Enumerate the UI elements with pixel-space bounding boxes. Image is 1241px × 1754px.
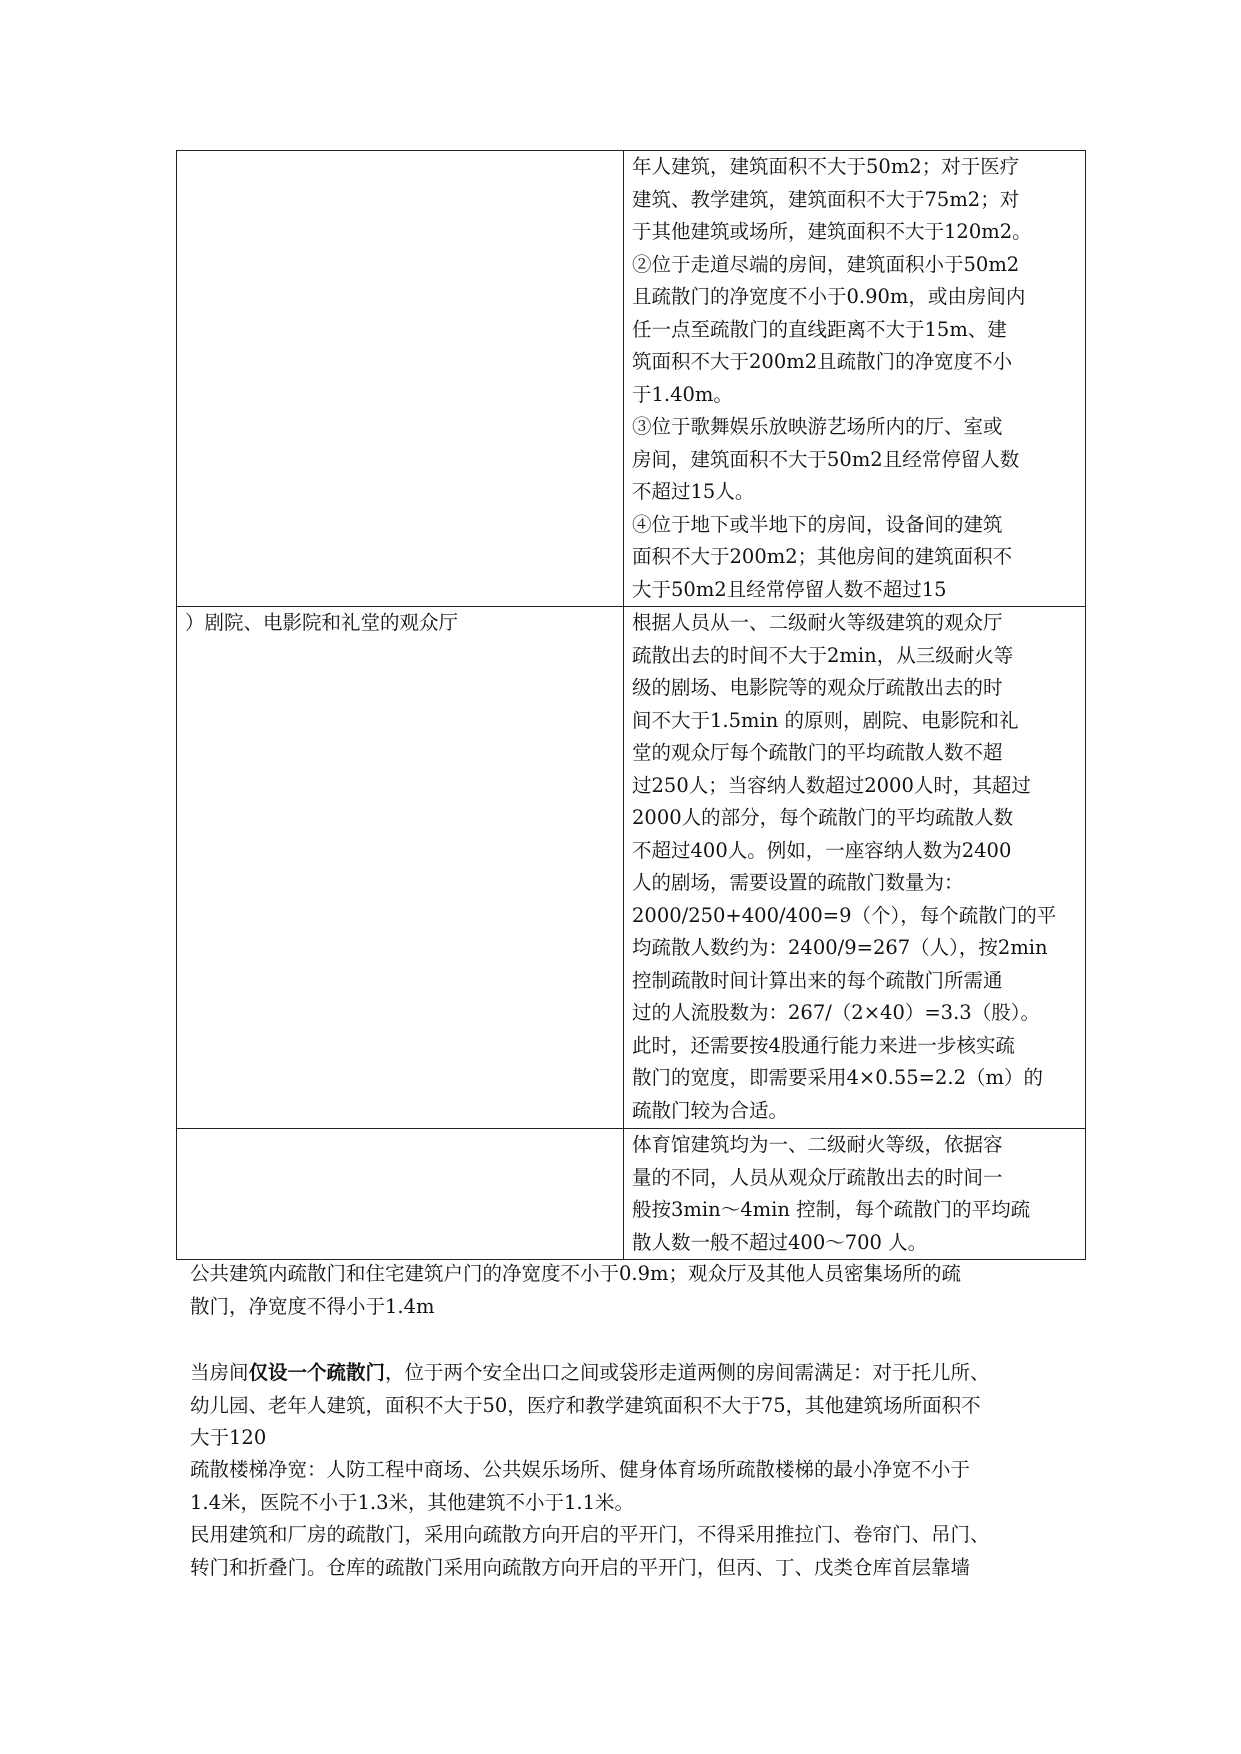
requirement-line: 于1.40m。 [632,382,733,406]
table-row [177,607,1086,1129]
paragraph-line [190,1357,1070,1390]
table-cell-requirement [624,151,1086,607]
requirement-line: 2000人的部分，每个疏散门的平均疏散人数 [632,806,1014,829]
requirement-line: 过250人；当容纳人数超过2000人时，其超过 [632,773,1031,797]
requirement-line: 过的人流股数为：267/（2×40）=3.3（股）。 [632,1001,1040,1024]
requirement-line: 房间，建筑面积不大于50m2且经常停留人数 [632,447,1020,471]
requirement-line: 建筑、教学建筑，建筑面积不大于75m2；对 [632,187,1020,211]
table-cell-category [177,1129,624,1260]
requirement-line: 于其他建筑或场所，建筑面积不大于120m2。 [632,220,1032,243]
paragraph-line: 公共建筑内疏散门和住宅建筑户门的净宽度不小于0.9m；观众厅及其他人员密集场所的疏 [190,1262,962,1285]
paragraph-text: 当房间 [190,1361,249,1384]
requirement-line: 级的剧场、电影院等的观众厅疏散出去的时 [632,676,1003,699]
table-cell-requirement [624,1129,1086,1260]
requirement-line: 年人建筑，建筑面积不大于50m2；对于医疗 [632,155,1020,178]
requirement-line: 疏散出去的时间不大于2min，从三级耐火等 [632,643,1014,667]
requirement-line: 人的剧场，需要设置的疏散门数量为： [632,871,964,894]
requirement-line: 均疏散人数约为：2400/9=267（人），按2min [632,936,1048,959]
paragraph-text: ，位于两个安全出口之间或袋形走道两侧的房间需满足：对于托儿所、 [385,1361,990,1384]
requirement-line: ②位于走道尽端的房间，建筑面积小于50m2 [632,252,1020,276]
requirement-line: 筑面积不大于200m2且疏散门的净宽度不小 [632,350,1013,373]
requirement-line: 间不大于1.5min 的原则，剧院、电影院和礼 [632,708,1019,732]
requirement-line: 大于50m2且经常停留人数不超过15 [632,577,947,601]
requirement-line: 不超过400人。例如，一座容纳人数为2400 [632,838,1012,862]
requirement-line: 任一点至疏散门的直线距离不大于15m、建 [632,317,1007,341]
paragraph-line: 大于120 [190,1426,267,1449]
table-row [177,1129,1086,1260]
table-cell-requirement [624,607,1086,1129]
paragraph-line: 幼儿园、老年人建筑，面积不大于50，医疗和教学建筑面积不大于75，其他建筑场所面积不 [190,1393,981,1417]
door-width-paragraph [190,1258,1070,1323]
single-door-paragraph [190,1357,1070,1455]
paragraph-line: 疏散楼梯净宽：人防工程中商场、公共娱乐场所、健身体育场所疏散楼梯的最小净宽不小于 [190,1458,971,1481]
table-cell-category [177,151,624,607]
requirement-line: 控制疏散时间计算出来的每个疏散门所需通 [632,968,1003,992]
emphasis-text: 仅设一个疏散门 [248,1361,386,1384]
paragraph-line: 散门，净宽度不得小于1.4m [190,1294,435,1318]
stair-width-paragraph [190,1454,1070,1519]
requirement-line: ④位于地下或半地下的房间，设备间的建筑 [632,512,1003,536]
requirement-line: 不超过15人。 [632,480,755,503]
requirement-line: 般按3min～4min 控制，每个疏散门的平均疏 [632,1198,1031,1221]
requirement-line: 堂的观众厅每个疏散门的平均疏散人数不超 [632,741,1003,764]
requirement-line: 面积不大于200m2；其他房间的建筑面积不 [632,545,1013,568]
evacuation-spec-table [176,150,1086,1260]
table-cell-category [177,607,624,1129]
requirement-line: ③位于歌舞娱乐放映游艺场所内的厅、室或 [632,415,1003,438]
requirement-line: 散人数一般不超过400～700 人。 [632,1230,928,1254]
paragraph-line: 1.4米，医院不小于1.3米，其他建筑不小于1.1米。 [190,1490,635,1514]
requirement-line: 且疏散门的净宽度不小于0.90m，或由房间内 [632,285,1026,308]
requirement-line: 此时，还需要按4股通行能力来进一步核实疏 [632,1033,1015,1057]
category-text: ）剧院、电影院和礼堂的观众厅 [185,611,459,634]
door-type-paragraph [190,1519,1070,1584]
requirement-line: 量的不同，人员从观众厅疏散出去的时间一 [632,1165,1003,1189]
requirement-line: 疏散门较为合适。 [632,1098,789,1122]
requirement-line: 2000/250+400/400=9（个），每个疏散门的平 [632,903,1057,927]
paragraph-line: 转门和折叠门。仓库的疏散门采用向疏散方向开启的平开门，但丙、丁、戊类仓库首层靠墙 [190,1555,971,1579]
paragraph-line: 民用建筑和厂房的疏散门，采用向疏散方向开启的平开门，不得采用推拉门、卷帘门、吊门、 [190,1523,990,1546]
requirement-line: 散门的宽度，即需要采用4×0.55=2.2（m）的 [632,1066,1044,1089]
requirement-line: 根据人员从一、二级耐火等级建筑的观众厅 [632,611,1003,634]
table-row [177,151,1086,607]
requirement-line: 体育馆建筑均为一、二级耐火等级，依据容 [632,1133,1003,1156]
